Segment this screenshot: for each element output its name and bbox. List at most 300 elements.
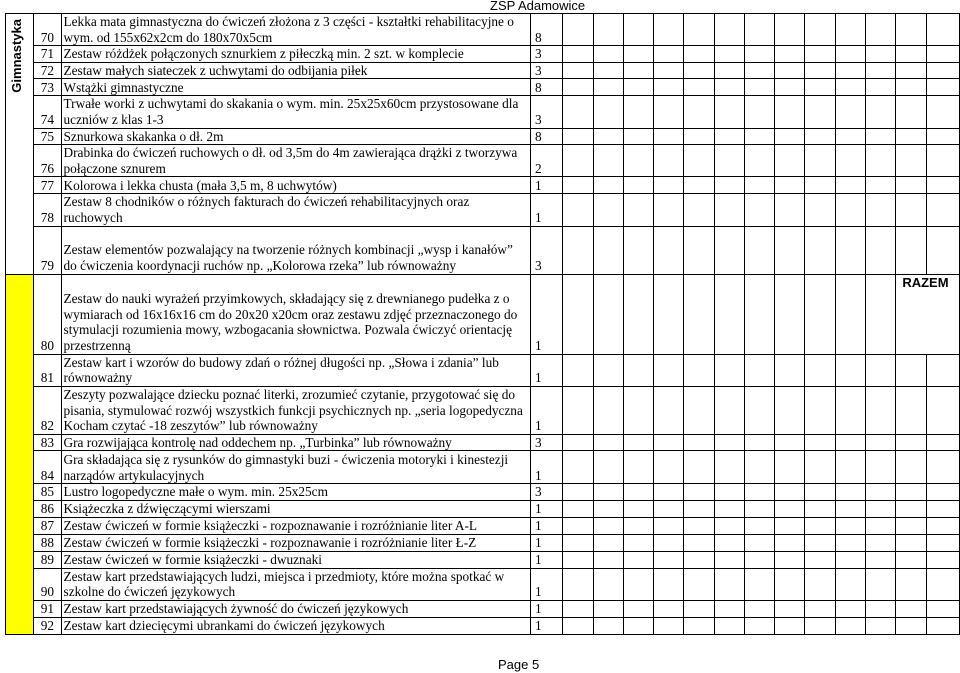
item-description: Kolorowa i lekka chusta (mała 3,5 m, 8 uchwytów) [61,177,530,194]
empty-cell [714,434,744,451]
empty-cell [563,386,593,434]
item-description: Zestaw 8 chodników o różnych fakturach do ćwiczeń rehabilitacyjnych oraz ruchowych [61,194,530,226]
empty-cell [654,354,684,386]
table-row [6,551,960,568]
item-description: Zeszyty pozwalające dziecku poznać literki, zrozumieć czytanie, przygotować się do pisania, stymulować rozwój wszystkich funkcji psychicznych np. „seria logopedyczna Kocham czytać -18 zeszytów” lub równoważny [61,386,530,434]
empty-cell [714,600,744,617]
item-quantity: 3 [530,484,562,501]
table-row [6,451,960,484]
empty-cell [926,484,959,501]
empty-cell [563,177,593,194]
empty-cell [623,145,653,177]
empty-cell [775,517,805,534]
empty-cell [654,386,684,434]
empty-cell [805,434,835,451]
empty-cell [896,177,926,194]
empty-cell [563,145,593,177]
empty-cell [926,79,959,96]
item-quantity: 1 [530,354,562,386]
empty-cell [866,354,896,386]
item-quantity: 8 [530,14,562,46]
category-cell [6,14,34,275]
empty-cell [744,194,774,226]
empty-cell [896,568,926,600]
empty-cell [714,551,744,568]
empty-cell [926,500,959,517]
row-number: 79 [34,226,61,274]
empty-cell [623,274,653,354]
empty-cell [593,551,623,568]
empty-cell [744,177,774,194]
empty-cell [805,226,835,274]
empty-cell [714,484,744,501]
empty-cell [563,451,593,484]
item-description: Lekka mata gimnastyczna do ćwiczeń złożona z 3 części - kształtki rehabilitacyjne o wym. od 155x62x2cm do 180x70x5cm [61,14,530,46]
row-number: 89 [34,551,61,568]
empty-cell [775,600,805,617]
empty-cell [714,517,744,534]
row-number: 75 [34,128,61,145]
empty-cell [926,62,959,79]
empty-cell [835,145,865,177]
empty-cell [563,226,593,274]
table-row [6,177,960,194]
row-number: 88 [34,534,61,551]
empty-cell [714,451,744,484]
table-row [6,128,960,145]
empty-cell [744,96,774,128]
empty-cell [835,534,865,551]
item-quantity: 1 [530,617,562,634]
table-row [6,79,960,96]
empty-cell [805,177,835,194]
empty-cell [563,79,593,96]
item-description: Zestaw różdżek połączonych sznurkiem z piłeczką min. 2 szt. w komplecie [61,46,530,63]
item-quantity: 8 [530,128,562,145]
empty-cell [775,128,805,145]
empty-cell [866,617,896,634]
empty-cell [714,617,744,634]
item-description: Zestaw małych siateczek z uchwytami do odbijania piłek [61,62,530,79]
empty-cell [684,484,714,501]
empty-cell [744,551,774,568]
empty-cell [805,96,835,128]
empty-cell [896,551,926,568]
empty-cell [805,617,835,634]
empty-cell [775,568,805,600]
empty-cell [714,194,744,226]
empty-cell [805,79,835,96]
item-description: Lustro logopedyczne małe o wym. min. 25x25cm [61,484,530,501]
empty-cell [563,274,593,354]
empty-cell [684,46,714,63]
empty-cell [654,128,684,145]
empty-cell [684,434,714,451]
empty-cell [805,600,835,617]
empty-cell [714,534,744,551]
empty-cell [593,451,623,484]
empty-cell [896,128,926,145]
row-number: 90 [34,568,61,600]
empty-cell [926,451,959,484]
item-quantity: 8 [530,79,562,96]
empty-cell [714,128,744,145]
empty-cell [563,354,593,386]
empty-cell [805,46,835,63]
table-row [6,534,960,551]
empty-cell [563,617,593,634]
empty-cell [684,79,714,96]
item-description: Drabinka do ćwiczeń ruchowych o dł. od 3,5m do 4m zawierająca drążki z tworzywa połączone sznurem [61,145,530,177]
table-row [6,194,960,226]
empty-cell [684,354,714,386]
empty-cell [926,46,959,63]
row-number: 81 [34,354,61,386]
empty-cell [684,617,714,634]
empty-cell [926,226,959,274]
empty-cell [775,226,805,274]
empty-cell [835,226,865,274]
empty-cell [835,14,865,46]
empty-cell [593,62,623,79]
empty-cell [714,79,744,96]
item-quantity: 1 [530,177,562,194]
empty-cell [744,434,774,451]
table-row [6,14,960,46]
item-quantity: 3 [530,46,562,63]
item-quantity: 3 [530,226,562,274]
empty-cell [896,14,926,46]
item-quantity: 1 [530,534,562,551]
row-number: 76 [34,145,61,177]
empty-cell [563,551,593,568]
empty-cell [654,79,684,96]
empty-cell [714,386,744,434]
empty-cell [805,551,835,568]
empty-cell [866,145,896,177]
row-number: 86 [34,500,61,517]
razem-label: RAZEM [896,274,960,354]
empty-cell [623,354,653,386]
empty-cell [775,145,805,177]
row-number: 80 [34,274,61,354]
empty-cell [926,568,959,600]
table-row [6,600,960,617]
empty-cell [775,177,805,194]
empty-cell [593,226,623,274]
empty-cell [896,534,926,551]
empty-cell [654,96,684,128]
row-number: 72 [34,62,61,79]
empty-cell [866,484,896,501]
empty-cell [684,551,714,568]
empty-cell [623,79,653,96]
row-number: 71 [34,46,61,63]
empty-cell [866,226,896,274]
empty-cell [593,517,623,534]
empty-cell [805,534,835,551]
empty-cell [805,386,835,434]
empty-cell [623,451,653,484]
empty-cell [684,14,714,46]
empty-cell [563,517,593,534]
empty-cell [866,551,896,568]
empty-cell [563,14,593,46]
empty-cell [563,484,593,501]
empty-cell [775,484,805,501]
empty-cell [684,128,714,145]
empty-cell [714,500,744,517]
empty-cell [593,79,623,96]
empty-cell [805,145,835,177]
empty-cell [684,568,714,600]
empty-cell [623,568,653,600]
empty-cell [654,46,684,63]
empty-cell [744,46,774,63]
empty-cell [563,62,593,79]
highlight-cell [6,274,34,634]
empty-cell [744,226,774,274]
empty-cell [835,62,865,79]
empty-cell [805,484,835,501]
empty-cell [593,600,623,617]
empty-cell [623,551,653,568]
empty-cell [744,145,774,177]
empty-cell [654,600,684,617]
empty-cell [563,128,593,145]
empty-cell [654,194,684,226]
empty-cell [593,177,623,194]
table-row [6,145,960,177]
empty-cell [623,46,653,63]
item-description: Zestaw elementów pozwalający na tworzenie różnych kombinacji „wysp i kanałów” do ćwiczenia koordynacji ruchów np. „Kolorowa rzeka” lub równoważny [61,226,530,274]
item-description: Zestaw kart i wzorów do budowy zdań o różnej długości np. „Słowa i zdania” lub równoważny [61,354,530,386]
empty-cell [775,62,805,79]
empty-cell [593,128,623,145]
empty-cell [714,226,744,274]
empty-cell [866,177,896,194]
empty-cell [775,79,805,96]
school-header: ZSP Adamowice [490,0,586,13]
empty-cell [593,534,623,551]
empty-cell [654,145,684,177]
empty-cell [866,79,896,96]
table-row [6,484,960,501]
empty-cell [896,386,926,434]
empty-cell [744,484,774,501]
empty-cell [805,14,835,46]
empty-cell [563,96,593,128]
empty-cell [896,484,926,501]
empty-cell [684,274,714,354]
empty-cell [623,226,653,274]
item-quantity: 1 [530,517,562,534]
empty-cell [684,451,714,484]
item-quantity: 1 [530,274,562,354]
empty-cell [866,128,896,145]
empty-cell [896,46,926,63]
empty-cell [835,79,865,96]
empty-cell [866,386,896,434]
item-description: Gra rozwijająca kontrolę nad oddechem np. „Turbinka” lub równoważny [61,434,530,451]
empty-cell [714,177,744,194]
empty-cell [684,96,714,128]
empty-cell [623,386,653,434]
empty-cell [684,500,714,517]
empty-cell [744,600,774,617]
row-number: 82 [34,386,61,434]
empty-cell [563,434,593,451]
empty-cell [896,617,926,634]
empty-cell [744,568,774,600]
empty-cell [593,274,623,354]
empty-cell [744,62,774,79]
item-description: Zestaw do nauki wyrażeń przyimkowych, składający się z drewnianego pudełka z o wymiarach od 16x16x16 cm do 20x20 x20cm oraz zestawu zdjęć przeznaczonego do stymulacji rozumienia mowy, wzbogacania słownictwa. Pozwala ćwiczyć orientację przestrzenną [61,274,530,354]
row-number: 91 [34,600,61,617]
category-label: Gimnastyka [9,19,24,93]
empty-cell [896,194,926,226]
empty-cell [775,14,805,46]
empty-cell [593,46,623,63]
empty-cell [623,128,653,145]
item-description: Wstążki gimnastyczne [61,79,530,96]
empty-cell [714,145,744,177]
item-description: Zestaw kart przedstawiających żywność do ćwiczeń językowych [61,600,530,617]
empty-cell [835,600,865,617]
empty-cell [684,145,714,177]
item-description: Zestaw ćwiczeń w formie książeczki - rozpoznawanie i rozróżnianie liter Ł-Z [61,534,530,551]
empty-cell [805,517,835,534]
empty-cell [866,14,896,46]
empty-cell [623,177,653,194]
item-quantity: 3 [530,434,562,451]
empty-cell [775,500,805,517]
empty-cell [926,517,959,534]
empty-cell [926,551,959,568]
empty-cell [926,434,959,451]
empty-cell [775,434,805,451]
table-row [6,354,960,386]
table-row [6,386,960,434]
empty-cell [714,274,744,354]
empty-cell [866,534,896,551]
empty-cell [896,600,926,617]
empty-cell [684,226,714,274]
empty-cell [775,451,805,484]
empty-cell [744,79,774,96]
empty-cell [714,62,744,79]
empty-cell [896,500,926,517]
empty-cell [926,194,959,226]
empty-cell [654,62,684,79]
empty-cell [623,517,653,534]
empty-cell [654,617,684,634]
table-row [6,617,960,634]
empty-cell [896,62,926,79]
empty-cell [805,62,835,79]
empty-cell [775,354,805,386]
empty-cell [926,128,959,145]
item-quantity: 1 [530,600,562,617]
item-quantity: 1 [530,386,562,434]
empty-cell [654,451,684,484]
item-quantity: 3 [530,96,562,128]
empty-cell [654,568,684,600]
empty-cell [835,128,865,145]
empty-cell [896,145,926,177]
row-number: 92 [34,617,61,634]
empty-cell [775,194,805,226]
empty-cell [623,194,653,226]
empty-cell [593,386,623,434]
empty-cell [835,46,865,63]
item-description: Trwałe worki z uchwytami do skakania o wym. min. 25x25x60cm przystosowane dla uczniów z klas 1-3 [61,96,530,128]
empty-cell [775,386,805,434]
row-number: 83 [34,434,61,451]
table-row [6,46,960,63]
table-row [6,434,960,451]
empty-cell [714,354,744,386]
item-description: Gra składająca się z rysunków do gimnastyki buzi - ćwiczenia motoryki i kinestezji narządów artykulacyjnych [61,451,530,484]
empty-cell [926,96,959,128]
empty-cell [926,600,959,617]
empty-cell [563,46,593,63]
empty-cell [593,434,623,451]
table-row [6,517,960,534]
empty-cell [714,96,744,128]
empty-cell [684,386,714,434]
item-description: Sznurkowa skakanka o dł. 2m [61,128,530,145]
empty-cell [775,617,805,634]
empty-cell [835,517,865,534]
empty-cell [775,274,805,354]
row-number: 78 [34,194,61,226]
item-description: Zestaw kart dziecięcymi ubrankami do ćwiczeń językowych [61,617,530,634]
empty-cell [593,145,623,177]
empty-cell [563,500,593,517]
item-description: Książeczka z dźwięczącymi wierszami [61,500,530,517]
empty-cell [744,274,774,354]
empty-cell [654,434,684,451]
empty-cell [593,96,623,128]
page-number: Page 5 [498,657,540,672]
empty-cell [835,177,865,194]
row-number: 74 [34,96,61,128]
empty-cell [835,568,865,600]
empty-cell [593,568,623,600]
empty-cell [866,62,896,79]
empty-cell [896,354,926,386]
empty-cell [654,274,684,354]
item-quantity: 1 [530,551,562,568]
row-number: 77 [34,177,61,194]
item-description: Zestaw kart przedstawiających ludzi, miejsca i przedmioty, które można spotkać w szkolne do ćwiczeń językowych [61,568,530,600]
empty-cell [744,386,774,434]
item-description: Zestaw ćwiczeń w formie książeczki - rozpoznawanie i rozróżnianie liter A-L [61,517,530,534]
table-row [6,500,960,517]
empty-cell [714,14,744,46]
empty-cell [744,534,774,551]
item-quantity: 1 [530,451,562,484]
row-number: 84 [34,451,61,484]
item-quantity: 1 [530,194,562,226]
empty-cell [896,517,926,534]
item-quantity: 2 [530,145,562,177]
empty-cell [775,534,805,551]
empty-cell [744,500,774,517]
empty-cell [866,274,896,354]
item-quantity: 3 [530,62,562,79]
